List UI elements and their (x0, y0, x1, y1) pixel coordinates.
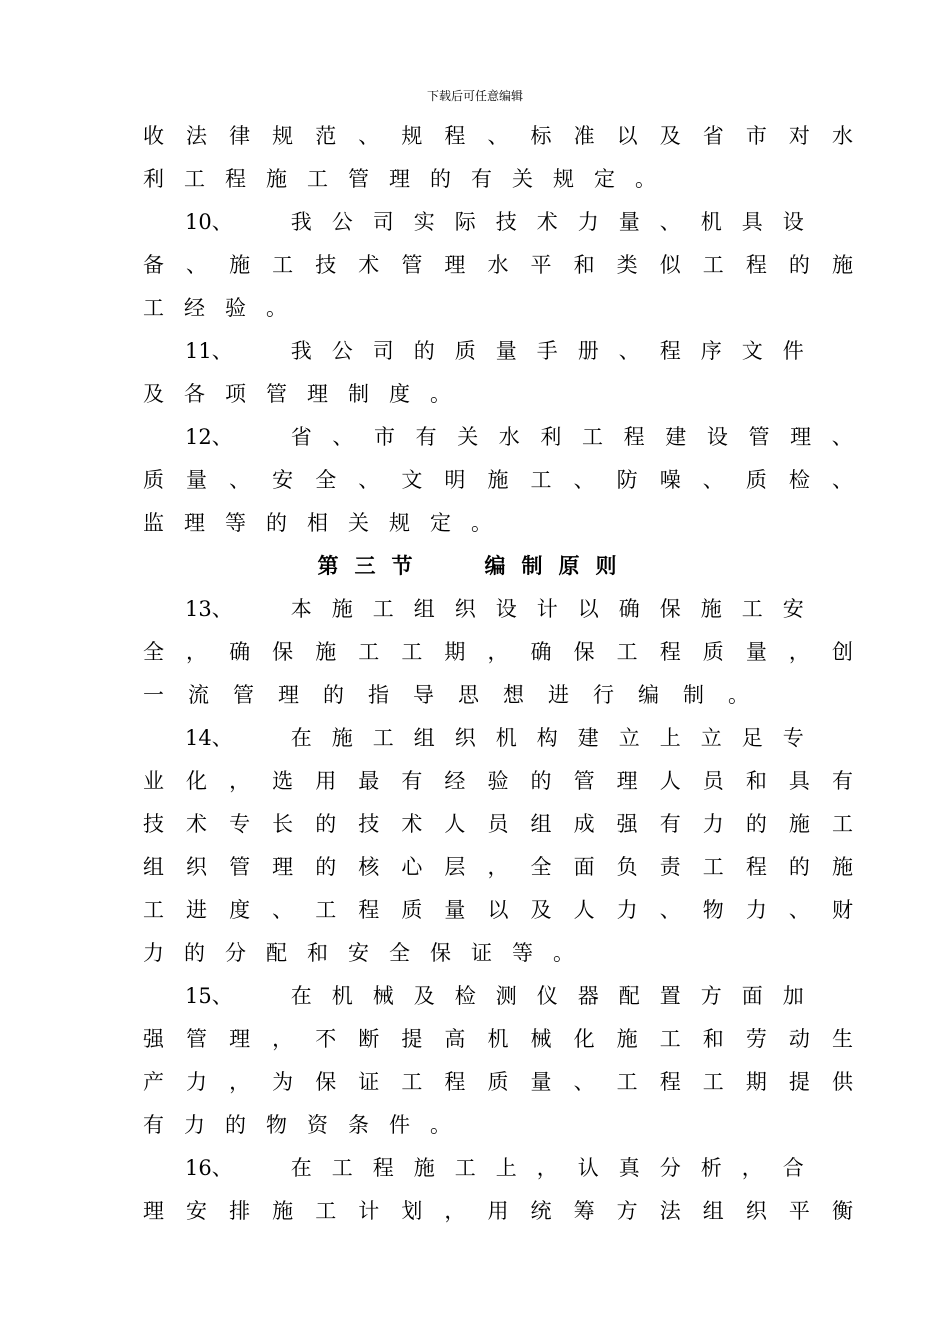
item-number: 15、 (185, 984, 233, 1008)
text-line (143, 767, 876, 795)
numbered-item-12 (143, 423, 874, 451)
text-line (143, 681, 853, 709)
line-text: 理安排施工计划，用统筹方法组织平衡 (143, 1199, 876, 1223)
item-number: 14、 (185, 726, 233, 750)
line-text: 本施工组织设计以确保施工安 (290, 597, 824, 621)
item-number: 10、 (185, 210, 233, 234)
line-text: 在工程施工上，认真分析，合 (290, 1156, 824, 1180)
line-text: 业化，选用最有经验的管理人员和具有 (143, 769, 876, 793)
text-line (143, 1111, 853, 1139)
text-line (143, 509, 853, 537)
line-text: 我公司的质量手册、程序文件 (290, 339, 824, 363)
line-text: 力的分配和安全保证等。 (143, 941, 594, 965)
text-line (143, 853, 876, 881)
line-text: 我公司实际技术力量、机具设 (290, 210, 824, 234)
numbered-item-15 (143, 982, 853, 1010)
text-line (143, 1197, 876, 1225)
line-text: 产力，为保证工程质量、工程工期提供 (143, 1070, 876, 1094)
line-text: 一流管理的指导思想进行编制。 (143, 683, 773, 707)
text-line (143, 939, 853, 967)
numbered-item-10 (143, 208, 853, 236)
item-number: 13、 (185, 597, 233, 621)
text-line (143, 638, 876, 666)
line-text: 备、施工技术管理水平和类似工程的施 (143, 253, 876, 277)
item-number: 11、 (185, 339, 233, 363)
text-line (143, 466, 876, 494)
line-text: 技术专长的技术人员组成强有力的施工 (143, 812, 876, 836)
line-text: 质量、安全、文明施工、防噪、质检、 (143, 468, 876, 492)
line-text: 利工程施工管理的有关规定。 (143, 167, 676, 191)
numbered-item-13 (143, 595, 853, 623)
numbered-item-14 (143, 724, 853, 752)
numbered-item-16 (143, 1154, 853, 1182)
line-text: 监理等的相关规定。 (143, 511, 512, 535)
line-text: 省、市有关水利工程建设管理、 (290, 425, 874, 449)
numbered-item-11 (143, 337, 853, 365)
line-text: 及各项管理制度。 (143, 382, 471, 406)
text-line (143, 165, 853, 193)
item-number: 16、 (185, 1156, 233, 1180)
line-text: 强管理，不断提高机械化施工和劳动生 (143, 1027, 876, 1051)
line-text: 在机械及检测仪器配置方面加 (290, 984, 824, 1008)
section-label: 第三节 (317, 553, 429, 578)
text-line (143, 1025, 876, 1053)
text-line (143, 896, 876, 924)
item-number: 12、 (185, 425, 233, 449)
text-line (143, 294, 853, 322)
line-text: 收法律规范、规程、标准以及省市对水 (143, 124, 876, 148)
text-line (143, 251, 876, 279)
page-header: 下载后可任意编辑 (426, 89, 523, 103)
text-line (143, 122, 876, 150)
section-heading (0, 552, 950, 580)
line-text: 工进度、工程质量以及人力、物力、财 (143, 898, 876, 922)
line-text: 组织管理的核心层，全面负责工程的施 (143, 855, 876, 879)
text-line (143, 810, 876, 838)
section-title: 编制原则 (484, 553, 633, 578)
line-text: 在施工组织机构建立上立足专 (290, 726, 824, 750)
text-line (143, 380, 853, 408)
line-text: 全，确保施工工期，确保工程质量，创 (143, 640, 876, 664)
text-line (143, 1068, 876, 1096)
line-text: 有力的物资条件。 (143, 1113, 471, 1137)
line-text: 工经验。 (143, 296, 307, 320)
